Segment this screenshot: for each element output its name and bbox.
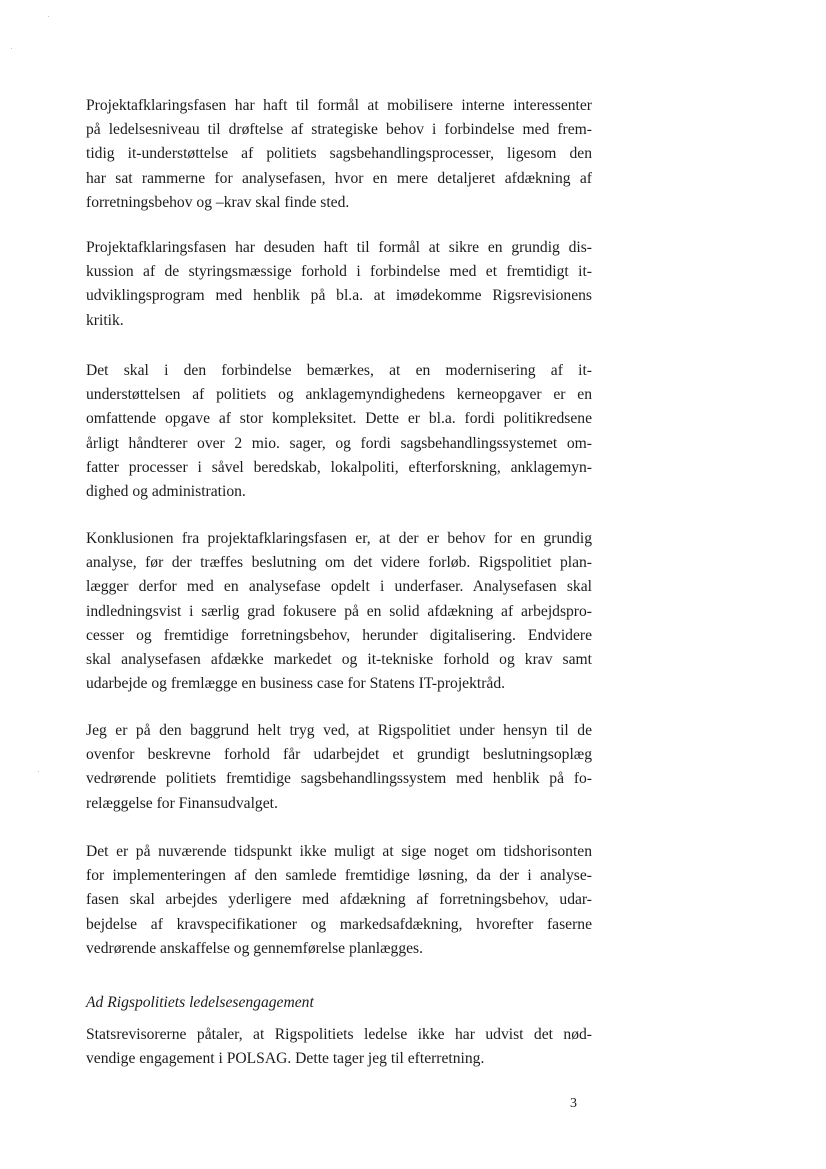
paragraph-3 xyxy=(86,359,592,504)
paragraph-line: bejdelse af kravspecifikationer og markedsafdækning, hvorefter faserne xyxy=(86,915,592,933)
scan-speck xyxy=(11,48,12,49)
paragraph-line: analyse, før der træffes beslutning om det videre forløb. Rigspolitiet plan- xyxy=(86,554,592,572)
paragraph-5 xyxy=(86,719,592,816)
scan-speck xyxy=(48,16,49,17)
paragraph-line: udarbejde og fremlægge en business case for Statens IT-projektråd. xyxy=(86,675,506,693)
paragraph-final xyxy=(86,1023,592,1071)
paragraph-line: årligt håndterer over 2 mio. sager, og fordi sagsbehandlingssystemet om- xyxy=(86,434,592,452)
paragraph-line: Statsrevisorerne påtaler, at Rigspolitiets ledelse ikke har udvist det nød- xyxy=(86,1026,592,1043)
paragraph-line: omfattende opgave af stor kompleksitet. Dette er bl.a. fordi politikredsene xyxy=(86,410,592,428)
paragraph-6 xyxy=(86,840,592,961)
paragraph-line: cesser og fremtidige forretningsbehov, herunder digitalisering. Endvidere xyxy=(86,626,592,644)
paragraph-line: indledningsvist i særlig grad fokusere på en solid afdækning af arbejdspro- xyxy=(86,602,592,620)
paragraph-line: Det er på nuværende tidspunkt ikke muligt at sige noget om tidshorisonten xyxy=(86,843,592,860)
paragraph-line: udviklingsprogram med henblik på bl.a. at imødekomme Rigsrevisionens xyxy=(86,287,592,305)
paragraph-line: relæggelse for Finansudvalget. xyxy=(86,794,278,812)
paragraph-line: forretningsbehov og –krav skal finde sted. xyxy=(86,193,350,211)
paragraph-line: har sat rammerne for analysefasen, hvor en mere detaljeret afdækning af xyxy=(86,169,592,187)
paragraph-line: Det skal i den forbindelse bemærkes, at en modernisering af it- xyxy=(86,362,592,379)
paragraph-line: lægger derfor med en analysefase opdelt i underfaser. Analysefasen skal xyxy=(86,578,592,596)
page-number: 3 xyxy=(570,1096,577,1111)
paragraph-line: Konklusionen fra projektafklaringsfasen er, at der er behov for en grundig xyxy=(86,530,592,547)
paragraph-line: tidig it-understøttelse af politiets sagsbehandlingsprocesser, ligesom den xyxy=(86,145,592,163)
paragraph-line: Projektafklaringsfasen har haft til formål at mobilisere interne interessenter xyxy=(86,97,592,114)
paragraph-line: på ledelsesniveau til drøftelse af strategiske behov i forbindelse med frem- xyxy=(86,121,592,139)
paragraph-line: Projektafklaringsfasen har desuden haft til formål at sikre en grundig dis- xyxy=(86,239,592,256)
paragraph-1 xyxy=(86,94,592,215)
paragraph-line: kussion af de styringsmæssige forhold i forbindelse med et fremtidigt it- xyxy=(86,263,592,281)
scan-speck xyxy=(38,771,39,772)
paragraph-line: understøttelsen af politiets og anklagemyndighedens kerneopgaver er en xyxy=(86,386,592,404)
paragraph-line: kritik. xyxy=(86,311,124,329)
section-heading: Ad Rigspolitiets ledelsesengagement xyxy=(86,994,314,1011)
paragraph-line: Jeg er på den baggrund helt tryg ved, at Rigspolitiet under hensyn til de xyxy=(86,722,592,739)
paragraph-line: for implementeringen af den samlede fremtidige løsning, da der i analyse- xyxy=(86,867,592,885)
paragraph-line: vedrørende politiets fremtidige sagsbehandlingssystem med henblik på fo- xyxy=(86,770,592,788)
paragraph-line: dighed og administration. xyxy=(86,483,246,501)
paragraph-line: fasen skal arbejdes yderligere med afdækning af forretningsbehov, udar- xyxy=(86,891,592,909)
paragraph-line: skal analysefasen afdække markedet og it-tekniske forhold og krav samt xyxy=(86,651,592,669)
paragraph-line: fatter processer i såvel beredskab, lokalpoliti, efterforskning, anklagemyn- xyxy=(86,458,592,476)
paragraph-2 xyxy=(86,236,592,333)
paragraph-line: ovenfor beskrevne forhold får udarbejdet et grundigt beslutningsoplæg xyxy=(86,746,592,764)
paragraph-line: vendige engagement i POLSAG. Dette tager jeg til efterretning. xyxy=(86,1050,485,1068)
paragraph-4 xyxy=(86,527,592,696)
paragraph-line: vedrørende anskaffelse og gennemførelse planlægges. xyxy=(86,939,424,957)
